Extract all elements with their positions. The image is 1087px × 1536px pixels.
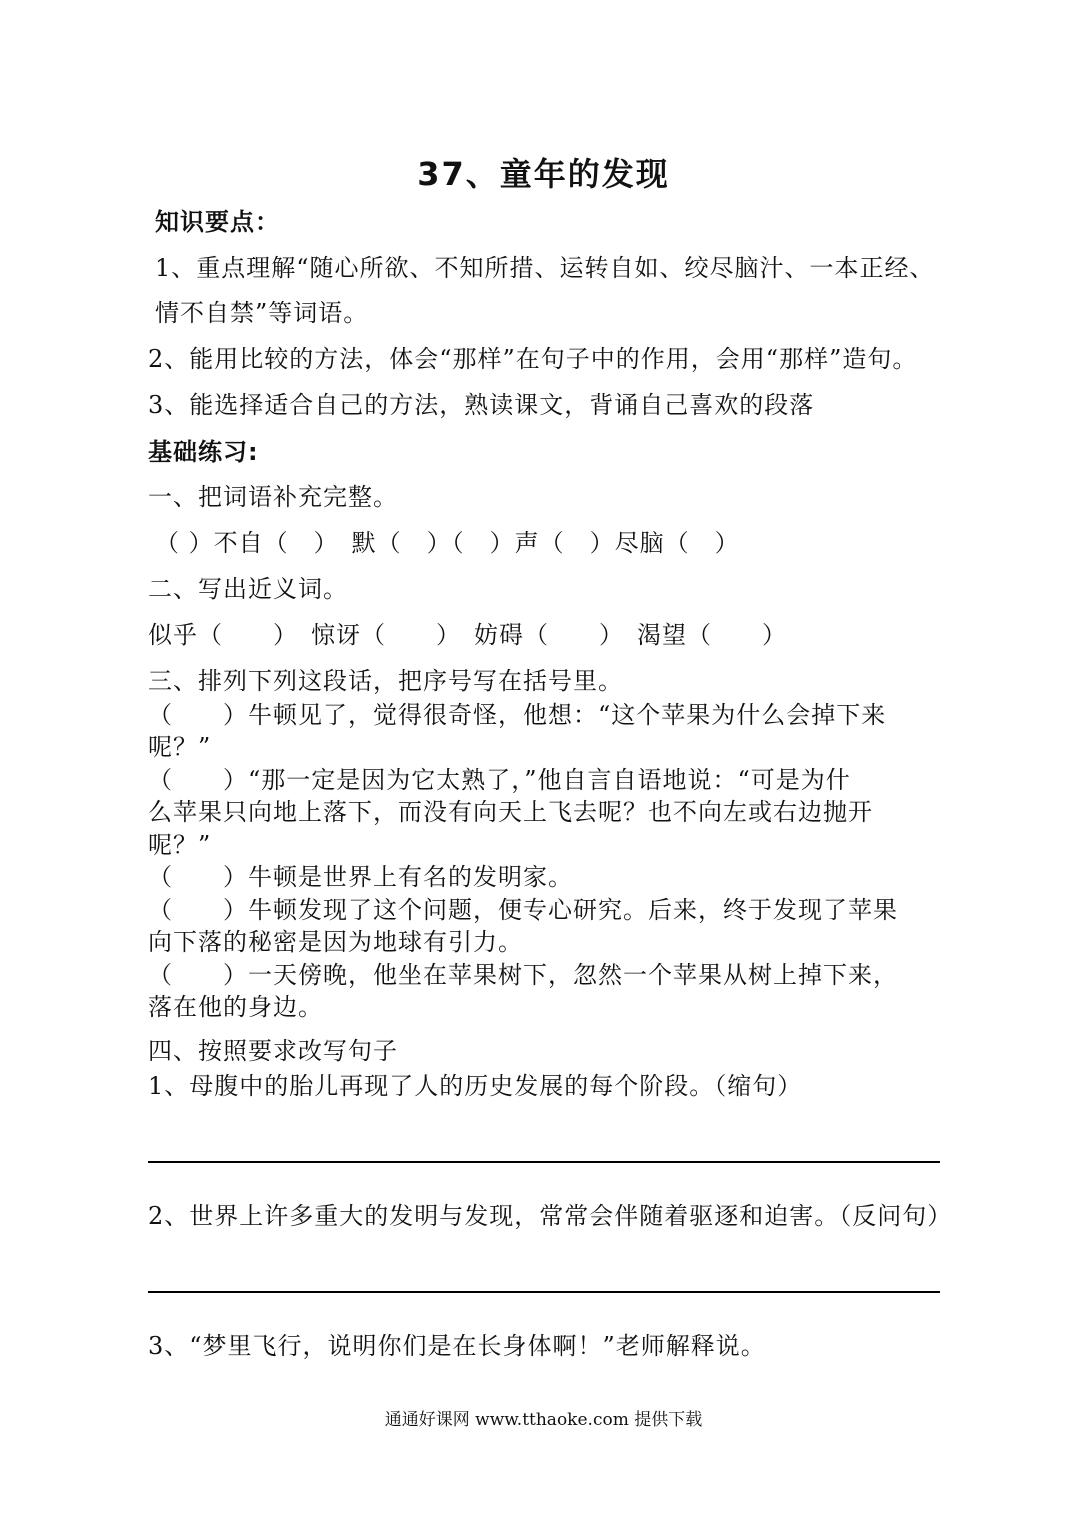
question-4-title: 四、按照要求改写句子 <box>148 1037 398 1065</box>
question-3-line[interactable]: （ ）牛顿发现了这个问题，便专心研究。后来，终于发现了苹果 <box>148 896 898 924</box>
answer-line-1[interactable] <box>148 1161 940 1163</box>
key-point-3: 3、能选择适合自己的方法，熟读课文，背诵自己喜欢的段落 <box>148 391 815 419</box>
question-3-line[interactable]: （ ）“那一定是因为它太熟了，”他自言自语地说：“可是为什 <box>148 766 851 794</box>
question-3-line: 呢？” <box>148 831 212 859</box>
question-2-blanks[interactable]: 似乎（ ） 惊讶（ ） 妨碍（ ） 渴望（ ） <box>148 621 787 649</box>
question-3-line: 向下落的秘密是因为地球有引力。 <box>148 928 523 956</box>
practice-heading: 基础练习: <box>148 438 259 466</box>
question-4-item-2: 2、世界上许多重大的发明与发现，常常会伴随着驱逐和迫害。（反问句） <box>148 1202 953 1230</box>
question-3-line[interactable]: （ ）牛顿见了，觉得很奇怪，他想：“这个苹果为什么会掉下来 <box>148 701 887 729</box>
question-3-line[interactable]: （ ）一天傍晚，他坐在苹果树下，忽然一个苹果从树上掉下来， <box>148 961 898 989</box>
question-3-line: 么苹果只向地上落下，而没有向天上飞去呢？也不向左或右边抛开 <box>148 798 873 826</box>
page-title: 37、童年的发现 <box>417 155 670 193</box>
question-1-blanks[interactable]: （ ）不自（ ） 默（ ）（ ）声（ ）尽脑（ ） <box>155 529 740 557</box>
question-3-title: 三、排列下列这段话，把序号写在括号里。 <box>148 667 623 695</box>
question-3-line: 呢？” <box>148 733 212 761</box>
key-points-heading: 知识要点： <box>155 208 280 236</box>
key-point-1-line-2: 情不自禁”等词语。 <box>155 299 369 327</box>
question-1-title: 一、把词语补充完整。 <box>148 483 398 511</box>
question-4-item-3: 3、“梦里飞行，说明你们是在长身体啊！”老师解释说。 <box>148 1332 766 1360</box>
footer-credit: 通通好课网 www.tthaoke.com 提供下载 <box>384 1410 703 1430</box>
question-3-line: 落在他的身边。 <box>148 993 323 1021</box>
answer-line-2[interactable] <box>148 1291 940 1293</box>
question-3-line[interactable]: （ ）牛顿是世界上有名的发明家。 <box>148 863 573 891</box>
question-2-title: 二、写出近义词。 <box>148 575 348 603</box>
key-point-1-line-1: 1、重点理解“随心所欲、不知所措、运转自如、绞尽脑汁、一本正经、 <box>155 254 935 282</box>
key-point-2: 2、能用比较的方法，体会“那样”在句子中的作用，会用“那样”造句。 <box>148 345 918 373</box>
question-4-item-1: 1、母腹中的胎儿再现了人的历史发展的每个阶段。（缩句） <box>148 1072 803 1100</box>
